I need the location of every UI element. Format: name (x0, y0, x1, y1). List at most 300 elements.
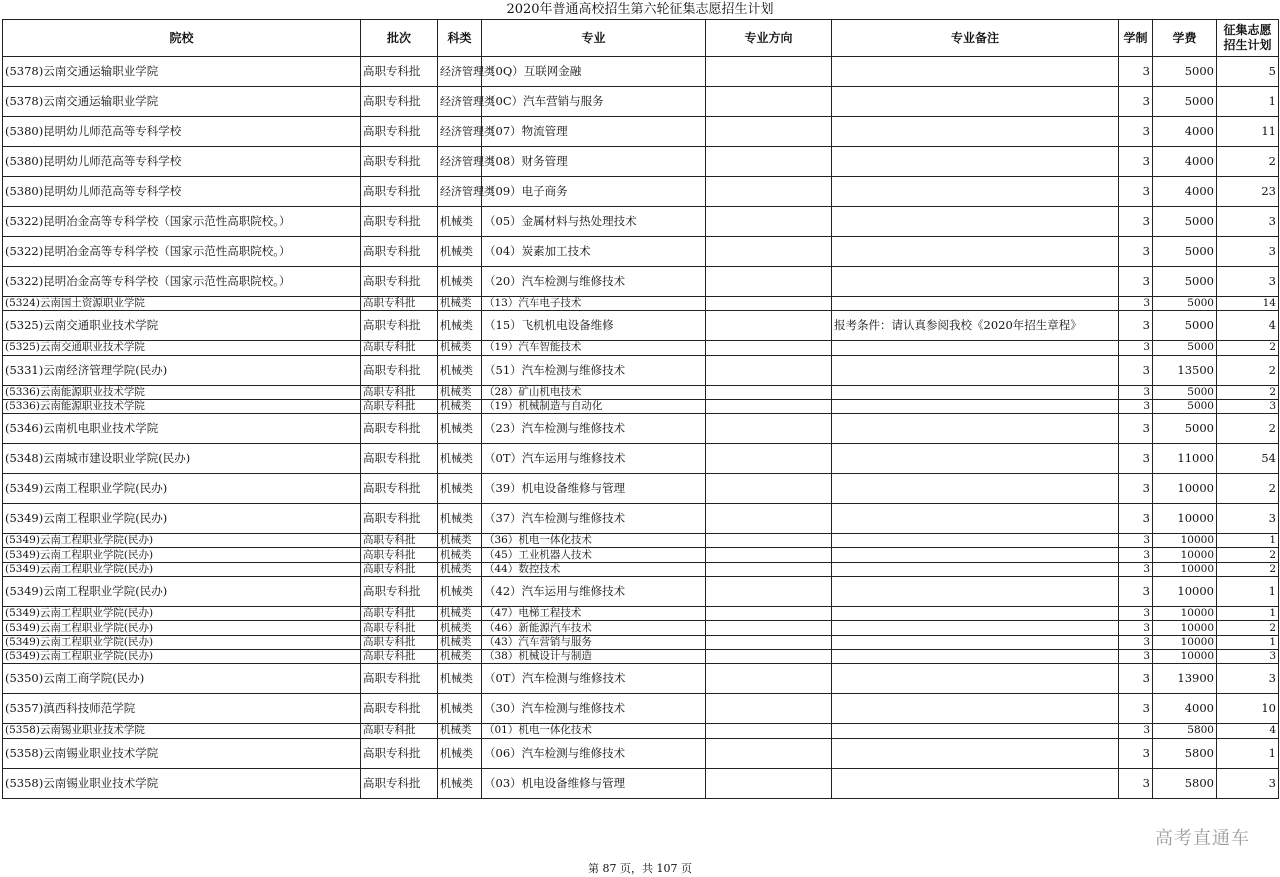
cell-remark (832, 444, 1119, 474)
cell-category: 机械类 (438, 635, 482, 649)
cell-fee: 5000 (1153, 341, 1217, 355)
cell-major: （03）机电设备维修与管理 (482, 768, 706, 798)
cell-fee: 10000 (1153, 607, 1217, 621)
cell-direction (706, 177, 832, 207)
table-row (3, 504, 1279, 534)
cell-years: 3 (1119, 237, 1153, 267)
admission-plan-table (2, 19, 1279, 799)
cell-remark (832, 385, 1119, 399)
cell-batch: 高职专科批 (361, 207, 438, 237)
cell-school: (5349)云南工程职业学院(民办) (3, 504, 361, 534)
cell-batch: 高职专科批 (361, 385, 438, 399)
cell-category: 经济管理类 (438, 57, 482, 87)
cell-fee: 5000 (1153, 237, 1217, 267)
cell-fee: 10000 (1153, 562, 1217, 576)
cell-major: （43）汽车营销与服务 (482, 635, 706, 649)
cell-remark (832, 267, 1119, 297)
cell-category: 机械类 (438, 237, 482, 267)
cell-plan: 1 (1217, 87, 1279, 117)
cell-school: (5349)云南工程职业学院(民办) (3, 621, 361, 635)
cell-direction (706, 504, 832, 534)
cell-major: （15）飞机机电设备维修 (482, 311, 706, 341)
cell-years: 3 (1119, 562, 1153, 576)
cell-school: (5349)云南工程职业学院(民办) (3, 607, 361, 621)
cell-remark (832, 297, 1119, 311)
cell-category: 机械类 (438, 267, 482, 297)
cell-years: 3 (1119, 474, 1153, 504)
cell-direction (706, 577, 832, 607)
cell-school: (5358)云南锡业职业技术学院 (3, 724, 361, 738)
cell-fee: 10000 (1153, 635, 1217, 649)
cell-years: 3 (1119, 311, 1153, 341)
cell-plan: 3 (1217, 237, 1279, 267)
cell-fee: 10000 (1153, 577, 1217, 607)
cell-major: （04）炭素加工技术 (482, 237, 706, 267)
cell-category: 机械类 (438, 664, 482, 694)
table-row (3, 267, 1279, 297)
cell-batch: 高职专科批 (361, 504, 438, 534)
cell-plan: 1 (1217, 607, 1279, 621)
cell-remark (832, 504, 1119, 534)
cell-years: 3 (1119, 207, 1153, 237)
cell-remark (832, 177, 1119, 207)
cell-school: (5348)云南城市建设职业学院(民办) (3, 444, 361, 474)
cell-fee: 5000 (1153, 385, 1217, 399)
cell-plan: 2 (1217, 355, 1279, 385)
cell-category: 机械类 (438, 207, 482, 237)
cell-direction (706, 621, 832, 635)
cell-years: 3 (1119, 738, 1153, 768)
cell-major: （51）汽车检测与维修技术 (482, 355, 706, 385)
cell-school: (5349)云南工程职业学院(民办) (3, 635, 361, 649)
table-row (3, 311, 1279, 341)
cell-category: 机械类 (438, 444, 482, 474)
cell-remark (832, 474, 1119, 504)
cell-major: （20）汽车检测与维修技术 (482, 267, 706, 297)
cell-school: (5336)云南能源职业技术学院 (3, 399, 361, 413)
cell-years: 3 (1119, 548, 1153, 562)
cell-plan: 3 (1217, 267, 1279, 297)
cell-fee: 5000 (1153, 267, 1217, 297)
cell-batch: 高职专科批 (361, 635, 438, 649)
cell-major: （0T）汽车检测与维修技术 (482, 664, 706, 694)
cell-batch: 高职专科批 (361, 474, 438, 504)
cell-fee: 13900 (1153, 664, 1217, 694)
cell-remark: 报考条件：请认真参阅我校《2020年招生章程》 (832, 311, 1119, 341)
cell-major: （44）数控技术 (482, 562, 706, 576)
cell-remark (832, 117, 1119, 147)
cell-plan: 2 (1217, 474, 1279, 504)
cell-plan: 4 (1217, 724, 1279, 738)
cell-batch: 高职专科批 (361, 621, 438, 635)
cell-direction (706, 768, 832, 798)
cell-batch: 高职专科批 (361, 607, 438, 621)
cell-batch: 高职专科批 (361, 562, 438, 576)
cell-plan: 3 (1217, 649, 1279, 663)
cell-major: （28）矿山机电技术 (482, 385, 706, 399)
table-row (3, 147, 1279, 177)
table-row (3, 355, 1279, 385)
cell-fee: 4000 (1153, 117, 1217, 147)
cell-school: (5325)云南交通职业技术学院 (3, 311, 361, 341)
table-row (3, 385, 1279, 399)
cell-major: （01）机电一体化技术 (482, 724, 706, 738)
cell-fee: 5800 (1153, 724, 1217, 738)
cell-batch: 高职专科批 (361, 267, 438, 297)
cell-plan: 5 (1217, 57, 1279, 87)
cell-remark (832, 341, 1119, 355)
cell-fee: 10000 (1153, 474, 1217, 504)
header-remark: 专业备注 (832, 20, 1119, 57)
cell-years: 3 (1119, 649, 1153, 663)
cell-years: 3 (1119, 297, 1153, 311)
cell-years: 3 (1119, 414, 1153, 444)
cell-category: 机械类 (438, 414, 482, 444)
cell-direction (706, 607, 832, 621)
header-direction: 专业方向 (706, 20, 832, 57)
cell-direction (706, 117, 832, 147)
cell-school: (5325)云南交通职业技术学院 (3, 341, 361, 355)
cell-plan: 10 (1217, 694, 1279, 724)
cell-direction (706, 738, 832, 768)
cell-batch: 高职专科批 (361, 768, 438, 798)
table-row (3, 694, 1279, 724)
cell-plan: 2 (1217, 414, 1279, 444)
table-row (3, 534, 1279, 548)
table-row (3, 207, 1279, 237)
cell-direction (706, 267, 832, 297)
cell-school: (5322)昆明冶金高等专科学校（国家示范性高职院校。） (3, 237, 361, 267)
cell-school: (5380)昆明幼儿师范高等专科学校 (3, 117, 361, 147)
cell-major: （19）汽车智能技术 (482, 341, 706, 355)
cell-batch: 高职专科批 (361, 341, 438, 355)
cell-school: (5357)滇西科技师范学院 (3, 694, 361, 724)
cell-school: (5322)昆明冶金高等专科学校（国家示范性高职院校。） (3, 207, 361, 237)
cell-direction (706, 57, 832, 87)
cell-plan: 2 (1217, 562, 1279, 576)
cell-major: （0Q）互联网金融 (482, 57, 706, 87)
cell-remark (832, 355, 1119, 385)
cell-direction (706, 562, 832, 576)
cell-fee: 10000 (1153, 649, 1217, 663)
cell-remark (832, 635, 1119, 649)
table-row (3, 635, 1279, 649)
cell-fee: 5000 (1153, 414, 1217, 444)
cell-batch: 高职专科批 (361, 117, 438, 147)
cell-remark (832, 87, 1119, 117)
table-row (3, 341, 1279, 355)
table-row (3, 414, 1279, 444)
cell-fee: 5000 (1153, 297, 1217, 311)
cell-school: (5349)云南工程职业学院(民办) (3, 577, 361, 607)
cell-major: （13）汽车电子技术 (482, 297, 706, 311)
cell-remark (832, 414, 1119, 444)
cell-years: 3 (1119, 444, 1153, 474)
cell-remark (832, 768, 1119, 798)
cell-batch: 高职专科批 (361, 57, 438, 87)
cell-remark (832, 577, 1119, 607)
table-row (3, 297, 1279, 311)
cell-major: （19）机械制造与自动化 (482, 399, 706, 413)
cell-batch: 高职专科批 (361, 147, 438, 177)
cell-fee: 4000 (1153, 177, 1217, 207)
cell-major: （0C）汽车营销与服务 (482, 87, 706, 117)
cell-school: (5350)云南工商学院(民办) (3, 664, 361, 694)
header-years: 学制 (1119, 20, 1153, 57)
cell-major: （06）汽车检测与维修技术 (482, 738, 706, 768)
cell-batch: 高职专科批 (361, 355, 438, 385)
cell-direction (706, 87, 832, 117)
cell-major: （05）金属材料与热处理技术 (482, 207, 706, 237)
cell-plan: 3 (1217, 504, 1279, 534)
cell-direction (706, 548, 832, 562)
cell-years: 3 (1119, 768, 1153, 798)
cell-direction (706, 341, 832, 355)
cell-fee: 11000 (1153, 444, 1217, 474)
cell-remark (832, 562, 1119, 576)
cell-school: (5358)云南锡业职业技术学院 (3, 738, 361, 768)
cell-plan: 2 (1217, 341, 1279, 355)
cell-years: 3 (1119, 504, 1153, 534)
cell-remark (832, 724, 1119, 738)
cell-plan: 3 (1217, 399, 1279, 413)
cell-years: 3 (1119, 341, 1153, 355)
cell-batch: 高职专科批 (361, 399, 438, 413)
cell-fee: 13500 (1153, 355, 1217, 385)
cell-plan: 3 (1217, 768, 1279, 798)
cell-fee: 10000 (1153, 621, 1217, 635)
cell-years: 3 (1119, 635, 1153, 649)
cell-fee: 4000 (1153, 147, 1217, 177)
table-row (3, 57, 1279, 87)
cell-direction (706, 635, 832, 649)
cell-direction (706, 385, 832, 399)
cell-fee: 5000 (1153, 311, 1217, 341)
table-body (3, 57, 1279, 799)
table-row (3, 562, 1279, 576)
cell-major: （08）财务管理 (482, 147, 706, 177)
cell-major: （09）电子商务 (482, 177, 706, 207)
cell-remark (832, 534, 1119, 548)
table-row (3, 649, 1279, 663)
cell-remark (832, 548, 1119, 562)
cell-remark (832, 649, 1119, 663)
cell-batch: 高职专科批 (361, 664, 438, 694)
cell-direction (706, 414, 832, 444)
cell-plan: 2 (1217, 621, 1279, 635)
table-row (3, 664, 1279, 694)
cell-major: （38）机械设计与制造 (482, 649, 706, 663)
cell-batch: 高职专科批 (361, 311, 438, 341)
cell-category: 机械类 (438, 621, 482, 635)
cell-category: 机械类 (438, 474, 482, 504)
cell-plan: 14 (1217, 297, 1279, 311)
cell-years: 3 (1119, 607, 1153, 621)
cell-plan: 3 (1217, 664, 1279, 694)
cell-batch: 高职专科批 (361, 237, 438, 267)
cell-remark (832, 694, 1119, 724)
cell-plan: 2 (1217, 548, 1279, 562)
cell-batch: 高职专科批 (361, 724, 438, 738)
cell-years: 3 (1119, 87, 1153, 117)
table-row (3, 577, 1279, 607)
cell-school: (5346)云南机电职业技术学院 (3, 414, 361, 444)
cell-years: 3 (1119, 664, 1153, 694)
table-row (3, 117, 1279, 147)
cell-school: (5349)云南工程职业学院(民办) (3, 474, 361, 504)
cell-school: (5380)昆明幼儿师范高等专科学校 (3, 147, 361, 177)
table-row (3, 474, 1279, 504)
cell-category: 机械类 (438, 385, 482, 399)
table-row (3, 621, 1279, 635)
cell-category: 机械类 (438, 548, 482, 562)
header-fee: 学费 (1153, 20, 1217, 57)
cell-years: 3 (1119, 117, 1153, 147)
header-plan: 征集志愿招生计划 (1217, 20, 1279, 57)
cell-direction (706, 649, 832, 663)
cell-direction (706, 664, 832, 694)
cell-plan: 2 (1217, 147, 1279, 177)
cell-direction (706, 237, 832, 267)
header-school: 院校 (3, 20, 361, 57)
cell-category: 机械类 (438, 297, 482, 311)
cell-major: （37）汽车检测与维修技术 (482, 504, 706, 534)
cell-years: 3 (1119, 577, 1153, 607)
cell-direction (706, 207, 832, 237)
cell-batch: 高职专科批 (361, 534, 438, 548)
cell-category: 机械类 (438, 311, 482, 341)
cell-years: 3 (1119, 385, 1153, 399)
cell-remark (832, 207, 1119, 237)
cell-batch: 高职专科批 (361, 738, 438, 768)
table-row (3, 399, 1279, 413)
table-row (3, 768, 1279, 798)
cell-category: 经济管理类 (438, 177, 482, 207)
cell-direction (706, 444, 832, 474)
cell-plan: 11 (1217, 117, 1279, 147)
cell-fee: 5000 (1153, 57, 1217, 87)
cell-direction (706, 534, 832, 548)
cell-category: 经济管理类 (438, 87, 482, 117)
cell-remark (832, 57, 1119, 87)
cell-fee: 5800 (1153, 738, 1217, 768)
cell-direction (706, 147, 832, 177)
cell-school: (5349)云南工程职业学院(民办) (3, 548, 361, 562)
cell-major: （47）电梯工程技术 (482, 607, 706, 621)
cell-remark (832, 664, 1119, 694)
cell-category: 机械类 (438, 534, 482, 548)
cell-school: (5349)云南工程职业学院(民办) (3, 562, 361, 576)
cell-remark (832, 147, 1119, 177)
table-row (3, 87, 1279, 117)
cell-direction (706, 474, 832, 504)
table-row (3, 548, 1279, 562)
cell-school: (5322)昆明冶金高等专科学校（国家示范性高职院校。） (3, 267, 361, 297)
cell-school: (5378)云南交通运输职业学院 (3, 87, 361, 117)
cell-years: 3 (1119, 355, 1153, 385)
cell-years: 3 (1119, 267, 1153, 297)
page-title: 2020年普通高校招生第六轮征集志愿招生计划 (506, 2, 774, 17)
cell-years: 3 (1119, 621, 1153, 635)
cell-plan: 1 (1217, 738, 1279, 768)
cell-major: （36）机电一体化技术 (482, 534, 706, 548)
cell-category: 机械类 (438, 355, 482, 385)
cell-fee: 5000 (1153, 87, 1217, 117)
cell-direction (706, 694, 832, 724)
cell-major: （42）汽车运用与维修技术 (482, 577, 706, 607)
cell-category: 机械类 (438, 724, 482, 738)
cell-years: 3 (1119, 399, 1153, 413)
cell-category: 机械类 (438, 562, 482, 576)
cell-fee: 5000 (1153, 399, 1217, 413)
cell-plan: 3 (1217, 207, 1279, 237)
cell-direction (706, 399, 832, 413)
header-batch: 批次 (361, 20, 438, 57)
cell-category: 机械类 (438, 768, 482, 798)
cell-direction (706, 311, 832, 341)
cell-school: (5349)云南工程职业学院(民办) (3, 534, 361, 548)
table-row (3, 237, 1279, 267)
cell-plan: 1 (1217, 534, 1279, 548)
cell-school: (5336)云南能源职业技术学院 (3, 385, 361, 399)
cell-batch: 高职专科批 (361, 548, 438, 562)
cell-category: 机械类 (438, 577, 482, 607)
cell-major: （46）新能源汽车技术 (482, 621, 706, 635)
cell-school: (5358)云南锡业职业技术学院 (3, 768, 361, 798)
cell-batch: 高职专科批 (361, 444, 438, 474)
cell-category: 机械类 (438, 694, 482, 724)
cell-fee: 5800 (1153, 768, 1217, 798)
cell-school: (5349)云南工程职业学院(民办) (3, 649, 361, 663)
table-row (3, 724, 1279, 738)
cell-fee: 10000 (1153, 534, 1217, 548)
cell-batch: 高职专科批 (361, 577, 438, 607)
cell-years: 3 (1119, 177, 1153, 207)
cell-major: （45）工业机器人技术 (482, 548, 706, 562)
cell-fee: 5000 (1153, 207, 1217, 237)
watermark: 高考直通车 (1155, 828, 1250, 849)
header-major: 专业 (482, 20, 706, 57)
cell-remark (832, 738, 1119, 768)
cell-school: (5378)云南交通运输职业学院 (3, 57, 361, 87)
cell-plan: 1 (1217, 577, 1279, 607)
cell-school: (5380)昆明幼儿师范高等专科学校 (3, 177, 361, 207)
cell-years: 3 (1119, 147, 1153, 177)
cell-batch: 高职专科批 (361, 177, 438, 207)
cell-years: 3 (1119, 694, 1153, 724)
cell-category: 经济管理类 (438, 147, 482, 177)
cell-batch: 高职专科批 (361, 694, 438, 724)
cell-plan: 2 (1217, 385, 1279, 399)
cell-category: 机械类 (438, 341, 482, 355)
cell-remark (832, 607, 1119, 621)
table-header-row (3, 20, 1279, 57)
table-row (3, 444, 1279, 474)
cell-years: 3 (1119, 57, 1153, 87)
cell-remark (832, 399, 1119, 413)
cell-major: （0T）汽车运用与维修技术 (482, 444, 706, 474)
cell-plan: 54 (1217, 444, 1279, 474)
cell-direction (706, 724, 832, 738)
cell-major: （07）物流管理 (482, 117, 706, 147)
cell-category: 机械类 (438, 504, 482, 534)
cell-major: （39）机电设备维修与管理 (482, 474, 706, 504)
cell-batch: 高职专科批 (361, 649, 438, 663)
header-category: 科类 (438, 20, 482, 57)
cell-school: (5324)云南国土资源职业学院 (3, 297, 361, 311)
cell-batch: 高职专科批 (361, 87, 438, 117)
cell-direction (706, 355, 832, 385)
